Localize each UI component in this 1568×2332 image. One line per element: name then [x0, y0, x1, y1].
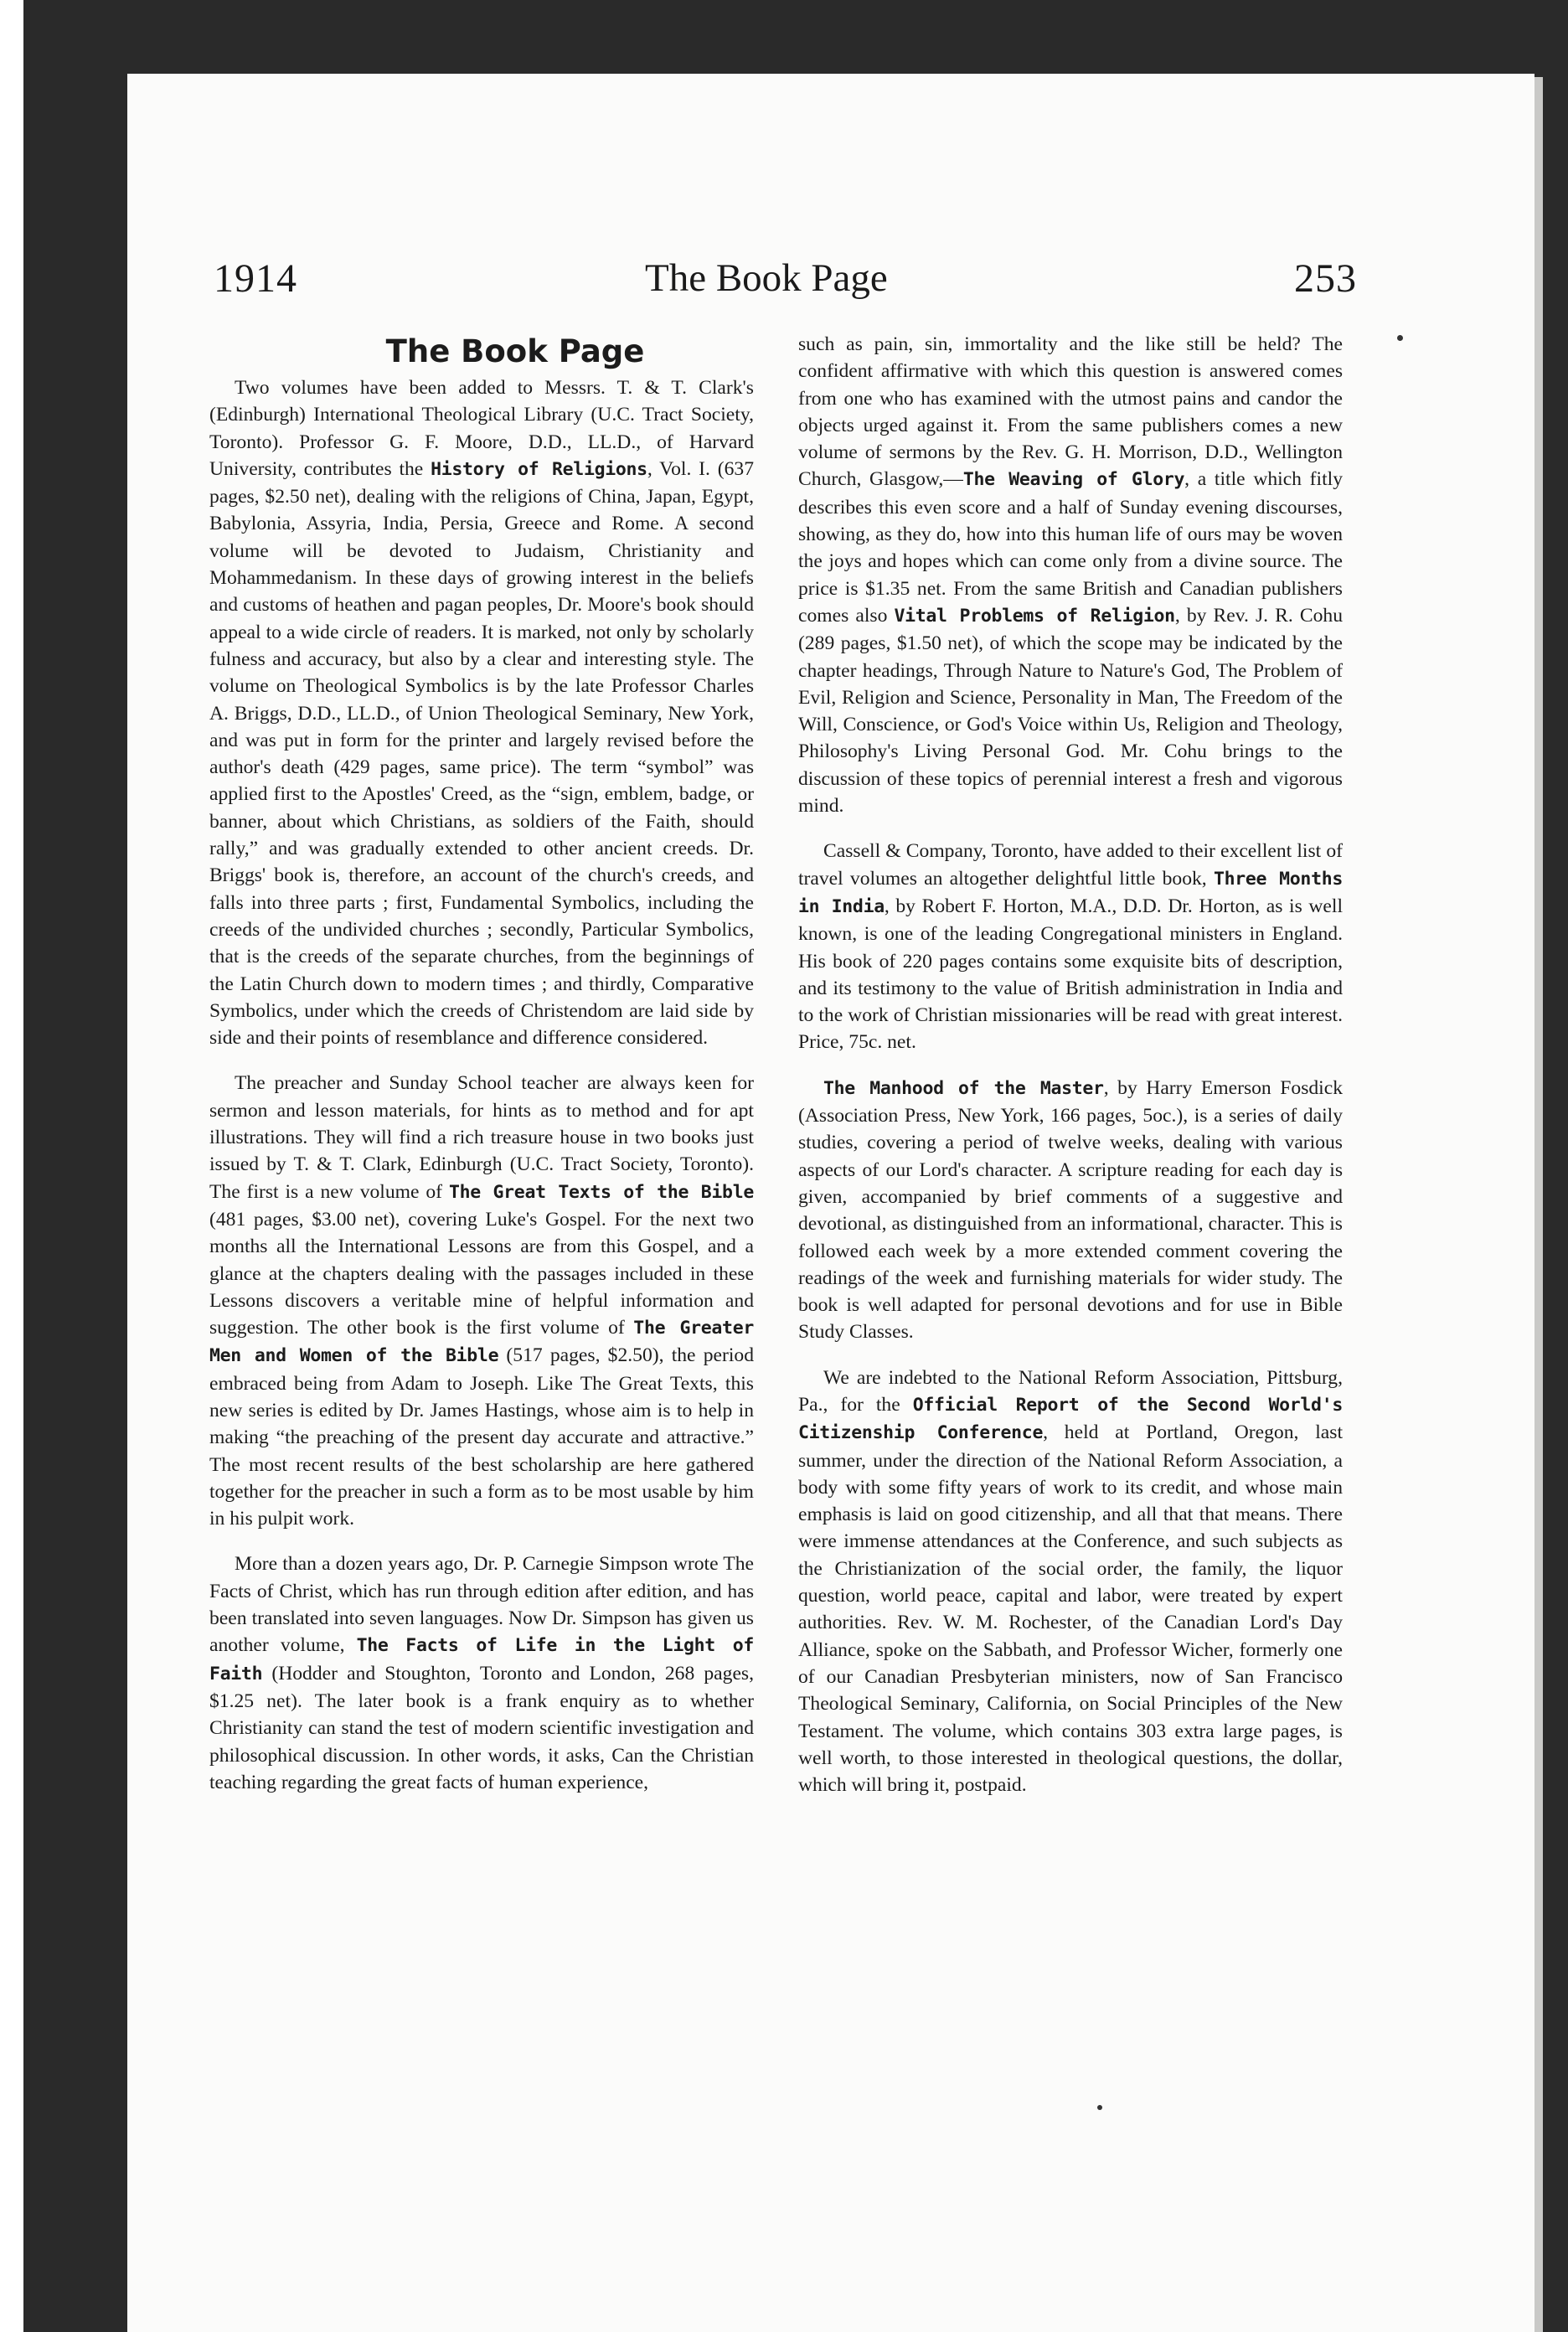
- paragraph-great-texts: [209, 1070, 754, 1532]
- text-run: Two volumes have been added to Messrs. T. & T. Clark's (Edinburgh) International Theological Library (U.C. Tract Society, Toronto). Professor G. F. Moore, D.D., LL.D., of Harvard University, contributes the: [209, 377, 754, 480]
- text-run: (Hodder and Stoughton, Toronto and London, 268 pages, $1.25 net). The later book is a frank enquiry as to whether Christianity can stand the test of modern scientific investigation and philosophical discussion. In other words, it asks, Can the Christian teaching regarding the great facts of human experience,: [209, 1662, 754, 1793]
- paragraph-history-of-religions: [209, 374, 754, 1051]
- paragraph-three-months-in-india: [798, 838, 1343, 1055]
- paragraph-citizenship-conference: [798, 1365, 1343, 1799]
- text-run: , a title which fitly describes this even score and a half of Sunday evening discourses, showing, as they do, how into this human life of ours may be woven the joys and hopes which can come only from a divine source. The price is $1.35 net. From the same British and Canadian publishers comes also: [798, 468, 1343, 627]
- book-title: Official Report of the Second World's Citizenship Conference: [798, 1394, 1343, 1444]
- text-run: We are indebted to the National Reform Association, Pittsburg, Pa., for the: [798, 1366, 1343, 1416]
- article-heading: The Book Page: [385, 333, 645, 369]
- book-title: The Facts of Life in the Light of Faith: [209, 1635, 754, 1685]
- book-title: The Weaving of Glory: [962, 469, 1185, 491]
- text-run: (517 pages, $2.50), the period embraced being from Adam to Joseph. Like The Great Texts, this new series is edited by Dr. James Hastings, whose aim is to help in making “the preaching of the present day accurate and attractive.” The most recent results of the best scholarship are here gathered together for the preacher in such a form as to be most usable by him in his pulpit work.: [209, 1344, 754, 1530]
- page-edge-shadow: [1534, 77, 1543, 2332]
- ink-dot: [1097, 2105, 1102, 2110]
- book-title: Three Months in India: [798, 868, 1343, 917]
- text-run: , by Robert F. Horton, M.A., D.D. Dr. Horton, as is well known, is one of the leading Congregational ministers in England. His book of 220 pages contains some exquisite bits of description, and its testimony to the value of British administration in India and to the work of Christian missionaries will be read with great interest. Price, 75c. net.: [798, 895, 1343, 1054]
- running-head-title: The Book Page: [645, 256, 888, 300]
- book-title: History of Religions: [431, 458, 647, 480]
- facing-page-edge: [0, 0, 23, 2332]
- text-run: More than a dozen years ago, Dr. P. Carnegie Simpson wrote The Facts of Christ, which has run through edition after edition, and has been translated into seven languages. Now Dr. Simpson has given us another volume,: [209, 1553, 754, 1657]
- paragraph-facts-of-life: [209, 1550, 754, 1796]
- book-title: The Great Texts of the Bible: [448, 1181, 754, 1203]
- text-run: , by Harry Emerson Fosdick (Association Press, New York, 166 pages, 5oc.), is a series of daily studies, covering a period of twelve weeks, dealing with various aspects of our Lord's character. A scripture reading for each day is given, accompanied by brief comments of a suggestive and devotional, as distinguished from an informational, character. This is followed each week by a more extended comment covering the readings of the week and furnishing materials for wider study. The book is well adapted for personal devotions and for use in Bible Study Classes.: [798, 1076, 1343, 1344]
- paragraph-manhood-of-the-master: [798, 1075, 1343, 1346]
- text-run: , Vol. I. (637 pages, $2.50 net), dealing with the religions of China, Japan, Egypt, Babylonia, Assyria, India, Persia, Greece and Rome. A second volume will be devoted to Judaism, Christianity and Mohammedanism. In these days of growing interest in the beliefs and customs of heathen and pagan peoples, Dr. Moore's book should appeal to a wide circle of readers. It is marked, not only by scholarly fulness and accuracy, but also by a clear and interesting style. The volume on Theological Symbolics is by the late Professor Charles A. Briggs, D.D., LL.D., of Union Theological Seminary, New York, and was put in form for the printer and largely revised before the author's death (429 pages, same price). The term “symbol” was applied first to the Apostles' Creed, as the “sign, emblem, badge, or banner, about which Christians, as soldiers of the Faith, should rally,” and was gradually extended to other ancient creeds. Dr. Briggs' book is, therefore, an account of the church's creeds, and falls into three parts ; first, Fundamental Symbolics, including the creeds of the undivided churches ; secondly, Particular Symbolics, that is the creeds of the separate churches, from the beginnings of the Latin Church down to modern times ; and thirdly, Comparative Symbolics, under which the creeds of Christendom are laid side by side and their points of resemblance and difference considered.: [209, 457, 755, 1050]
- book-title: The Manhood of the Master: [823, 1077, 1104, 1099]
- column-right: [798, 331, 1343, 1798]
- running-head-year: 1914: [214, 256, 297, 301]
- ink-dot: [1397, 335, 1403, 341]
- book-title: Vital Problems of Religion: [894, 605, 1175, 627]
- text-run: , held at Portland, Oregon, last summer, under the direction of the National Reform Association, a body with some fifty years of work to its credit, and whose main emphasis is laid on good citizenship, and all that that means. There were immense attendances at the Conference, and such subjects as the Christianization of the social order, the family, the liquor question, world peace, capital and labor, were treated by expert authorities. Rev. W. M. Rochester, of the Canadian Lord's Day Alliance, spoke on the Sabbath, and Professor Wicher, formerly one of our Canadian Presbyterian ministers, now of San Francisco Theological Seminary, California, on Social Principles of the New Testament. The volume, which contains 303 extra large pages, is well worth, to those interested in theological questions, the dollar, which will bring it, postpaid.: [798, 1421, 1343, 1797]
- paragraph-facts-of-life-continued: [798, 331, 1343, 819]
- page-number: 253: [1294, 256, 1357, 301]
- text-run: The preacher and Sunday School teacher are always keen for sermon and lesson materials, for hints as to method and for apt illustrations. They will find a rich treasure house in two books just issued by T. & T. Clark, Edinburgh (U.C. Tract Society, Toronto). The first is a new volume of: [209, 1072, 754, 1203]
- text-run: such as pain, sin, immortality and the like still be held? The confident affirmative with which this question is answered comes from one who has examined with the utmost pains and candor the objects urged against it. From the same publishers comes a new volume of sermons by the Rev. G. H. Morrison, D.D., Wellington Church, Glasgow,—: [798, 333, 1343, 491]
- text-run: , by Rev. J. R. Cohu (289 pages, $1.50 net), of which the scope may be indicated by the chapter headings, Through Nature to Nature's God, The Problem of Evil, Religion and Science, Personality in Man, The Freedom of the Will, Conscience, or God's Voice within Us, Religion and Theology, Philosophy's Living Personal God. Mr. Cohu brings to the discussion of these topics of perennial interest a fresh and vigorous mind.: [798, 604, 1344, 818]
- column-left: [209, 331, 754, 1796]
- book-title: The Greater Men and Women of the Bible: [209, 1318, 754, 1367]
- text-run: (481 pages, $3.00 net), covering Luke's Gospel. For the next two months all the International Lessons are from this Gospel, and a glance at the chapters dealing with the passages included in these Lessons discovers a veritable mine of helpful information and suggestion. The other book is the first volume of: [209, 1208, 754, 1339]
- text-run: Cassell & Company, Toronto, have added to their excellent list of travel volumes an altogether delightful little book,: [798, 840, 1343, 890]
